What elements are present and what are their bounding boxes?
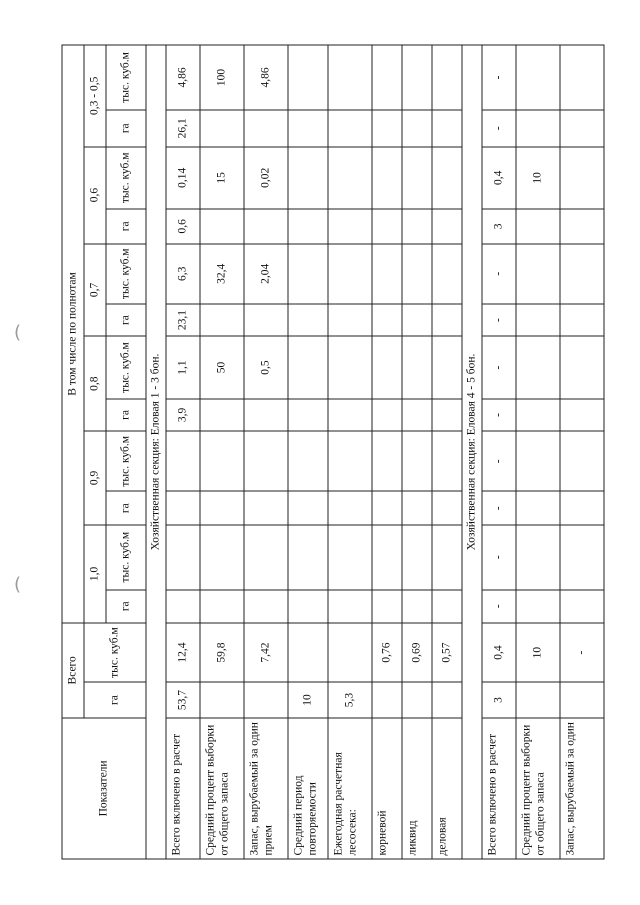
table-cell — [402, 491, 432, 524]
table-cell — [372, 45, 402, 110]
table-cell: - — [482, 590, 516, 623]
table-cell — [402, 147, 432, 210]
table-cell — [372, 110, 402, 147]
table-cell — [432, 209, 462, 243]
table-row — [288, 45, 328, 859]
table-row — [560, 45, 604, 859]
table-cell — [288, 525, 328, 590]
table-cell: 0,57 — [432, 623, 462, 682]
table-cell — [288, 244, 328, 304]
header-unit-vol: тыс. куб.м — [106, 244, 146, 304]
table-cell — [372, 147, 402, 210]
table-cell — [288, 491, 328, 524]
table-cell — [432, 431, 462, 491]
table-cell — [432, 590, 462, 623]
table-cell: 59,8 — [200, 623, 244, 682]
table-cell — [516, 431, 560, 491]
table-cell — [288, 304, 328, 336]
table-row — [328, 45, 372, 859]
header-density: 0,7 — [84, 244, 106, 337]
row-label: Всего включено в расчет — [166, 718, 200, 859]
header-unit-vol: тыс. куб.м — [106, 45, 146, 110]
table-cell: 3 — [482, 209, 516, 243]
table-cell — [372, 304, 402, 336]
table-cell — [516, 525, 560, 590]
table-cell — [244, 590, 288, 623]
table-cell: - — [482, 491, 516, 524]
table-cell — [288, 45, 328, 110]
row-label: Средний процент выборки от общего запаса — [200, 718, 244, 859]
table-cell — [402, 336, 432, 399]
table-cell — [432, 525, 462, 590]
table-cell — [288, 590, 328, 623]
table-cell — [328, 110, 372, 147]
header-unit-ha: га — [106, 110, 146, 147]
table-cell — [166, 590, 200, 623]
table-cell — [560, 209, 604, 243]
table-cell — [560, 682, 604, 718]
row-label: Ежегодная расчетная лесосека: — [328, 718, 372, 859]
row-label: Запас, вырубаемый за один — [560, 718, 604, 859]
section-title: Хозяйственная секция: Еловая 1 - 3 бон. — [146, 45, 166, 859]
table-cell — [516, 45, 560, 110]
table-cell — [244, 399, 288, 431]
table-cell: - — [482, 244, 516, 304]
table-cell — [372, 399, 402, 431]
table-cell — [288, 399, 328, 431]
table-cell — [402, 209, 432, 243]
table-cell — [372, 336, 402, 399]
table-cell: 50 — [200, 336, 244, 399]
table-cell — [432, 682, 462, 718]
header-unit-ha: га — [106, 304, 146, 336]
table-cell: - — [482, 525, 516, 590]
table-cell — [372, 590, 402, 623]
table-cell — [288, 336, 328, 399]
table-cell — [328, 336, 372, 399]
row-label: Всего включено в расчет — [482, 718, 516, 859]
header-unit-vol: тыс. куб.м — [106, 147, 146, 210]
table-cell — [328, 525, 372, 590]
table-cell — [560, 147, 604, 210]
table-row — [402, 45, 432, 859]
table-row — [372, 45, 402, 859]
table-cell — [516, 682, 560, 718]
table-cell — [244, 682, 288, 718]
table-cell — [200, 431, 244, 491]
table-cell: 23,1 — [166, 304, 200, 336]
table-cell — [288, 623, 328, 682]
table-cell — [244, 525, 288, 590]
table-cell — [372, 682, 402, 718]
header-indicators: Показатели — [62, 718, 146, 859]
table-cell — [372, 491, 402, 524]
table-cell: 53,7 — [166, 682, 200, 718]
table-cell: 12,4 — [166, 623, 200, 682]
table-cell — [560, 491, 604, 524]
table-cell: 10 — [288, 682, 328, 718]
table-body — [146, 45, 604, 859]
table-cell — [516, 336, 560, 399]
table-row — [432, 45, 462, 859]
table-cell — [516, 491, 560, 524]
header-total: Всего — [62, 623, 84, 718]
table-cell: 0,14 — [166, 147, 200, 210]
header-density: 0,3 - 0,5 — [84, 45, 106, 147]
header-unit-vol: тыс. куб.м — [84, 623, 146, 682]
row-label: Запас, вырубаемый за один прием — [244, 718, 288, 859]
table-cell: 0,4 — [482, 147, 516, 210]
table-cell — [372, 431, 402, 491]
table-cell: 26,1 — [166, 110, 200, 147]
table-cell: - — [560, 623, 604, 682]
table-cell: 0,5 — [244, 336, 288, 399]
table-cell — [328, 304, 372, 336]
allowable-cut-table — [61, 45, 604, 860]
table-cell: - — [482, 431, 516, 491]
punch-hole-mark: ( — [14, 574, 22, 595]
table-cell — [244, 431, 288, 491]
table-cell: 15 — [200, 147, 244, 210]
table-cell — [560, 525, 604, 590]
table-cell — [402, 244, 432, 304]
table-cell: 0,6 — [166, 209, 200, 243]
table-cell — [402, 525, 432, 590]
rotated-page — [61, 45, 588, 860]
table-cell — [200, 304, 244, 336]
table-cell: - — [482, 304, 516, 336]
table-cell — [200, 525, 244, 590]
table-cell: 0,4 — [482, 623, 516, 682]
header-unit-vol: тыс. куб.м — [106, 525, 146, 590]
table-cell: 32,4 — [200, 244, 244, 304]
table-cell — [560, 304, 604, 336]
table-cell — [372, 209, 402, 243]
table-cell — [328, 399, 372, 431]
table-cell: 100 — [200, 45, 244, 110]
header-unit-ha: га — [106, 590, 146, 623]
table-cell: 6,3 — [166, 244, 200, 304]
table-cell — [166, 525, 200, 590]
header-density: 0,6 — [84, 147, 106, 244]
table-cell — [432, 336, 462, 399]
header-unit-ha: га — [106, 209, 146, 243]
table-cell — [288, 209, 328, 243]
table-row — [516, 45, 560, 859]
table-cell — [560, 431, 604, 491]
table-cell — [200, 209, 244, 243]
table-cell: 3,9 — [166, 399, 200, 431]
table-cell — [432, 304, 462, 336]
table-cell — [328, 431, 372, 491]
row-label: корневой — [372, 718, 402, 859]
table-cell — [328, 244, 372, 304]
table-cell — [200, 682, 244, 718]
table-cell — [402, 399, 432, 431]
table-cell — [402, 304, 432, 336]
table-cell — [560, 45, 604, 110]
table-cell — [516, 244, 560, 304]
table-cell: 10 — [516, 623, 560, 682]
table-cell — [402, 431, 432, 491]
table-cell — [200, 491, 244, 524]
table-cell: - — [482, 110, 516, 147]
header-including: В том числе по полнотам — [62, 45, 84, 623]
table-cell — [402, 682, 432, 718]
table-cell — [560, 336, 604, 399]
row-label: Средний процент выборки от общего запаса — [516, 718, 560, 859]
table-cell: 3 — [482, 682, 516, 718]
table-cell — [516, 209, 560, 243]
table-cell — [200, 110, 244, 147]
table-cell — [372, 244, 402, 304]
table-cell — [372, 525, 402, 590]
table-cell — [560, 399, 604, 431]
row-label: Средний период повторяемости — [288, 718, 328, 859]
table-cell — [288, 147, 328, 210]
table-cell — [432, 491, 462, 524]
table-cell — [328, 45, 372, 110]
table-row — [166, 45, 200, 859]
section-title: Хозяйственная секция: Еловая 4 - 5 бон. — [462, 45, 482, 859]
table-cell — [560, 110, 604, 147]
row-label: ликвид — [402, 718, 432, 859]
table-cell: 1,1 — [166, 336, 200, 399]
header-unit-ha: га — [106, 399, 146, 431]
table-cell — [244, 209, 288, 243]
table-cell — [516, 304, 560, 336]
table-cell — [244, 491, 288, 524]
table-cell — [402, 590, 432, 623]
table-cell: 0,76 — [372, 623, 402, 682]
header-density: 0,9 — [84, 431, 106, 525]
header-density: 0,8 — [84, 336, 106, 431]
punch-hole-mark: ( — [14, 322, 22, 343]
table-cell — [328, 623, 372, 682]
table-cell — [200, 590, 244, 623]
table-cell — [328, 491, 372, 524]
table-row — [200, 45, 244, 859]
table-cell: - — [482, 45, 516, 110]
table-cell — [560, 244, 604, 304]
table-cell — [166, 431, 200, 491]
table-cell: 5,3 — [328, 682, 372, 718]
table-cell — [200, 399, 244, 431]
table-cell — [432, 244, 462, 304]
table-cell — [516, 590, 560, 623]
table-cell — [328, 590, 372, 623]
table-cell: - — [482, 336, 516, 399]
table-cell — [402, 45, 432, 110]
table-cell — [288, 110, 328, 147]
table-cell: 4,86 — [166, 45, 200, 110]
table-cell — [516, 110, 560, 147]
table-cell: 0,02 — [244, 147, 288, 210]
table-cell: 0,69 — [402, 623, 432, 682]
header-unit-ha: га — [106, 491, 146, 524]
table-cell: 4,86 — [244, 45, 288, 110]
table-cell — [432, 399, 462, 431]
header-density: 1,0 — [84, 525, 106, 623]
table-row — [244, 45, 288, 859]
table-cell — [516, 399, 560, 431]
table-cell — [244, 110, 288, 147]
table-cell — [432, 110, 462, 147]
header-unit-vol: тыс. куб.м — [106, 336, 146, 399]
table-row — [482, 45, 516, 859]
table-cell — [432, 147, 462, 210]
table-cell — [288, 431, 328, 491]
table-cell: 10 — [516, 147, 560, 210]
table-cell: 7,42 — [244, 623, 288, 682]
table-cell — [166, 491, 200, 524]
table-cell: - — [482, 399, 516, 431]
table-cell — [244, 304, 288, 336]
table-cell — [560, 590, 604, 623]
table-cell — [402, 110, 432, 147]
table-cell — [432, 45, 462, 110]
table-cell — [328, 147, 372, 210]
table-cell — [328, 209, 372, 243]
table-cell: 2,04 — [244, 244, 288, 304]
row-label: деловая — [432, 718, 462, 859]
header-unit-ha: га — [84, 682, 146, 718]
header-unit-vol: тыс. куб.м — [106, 431, 146, 491]
